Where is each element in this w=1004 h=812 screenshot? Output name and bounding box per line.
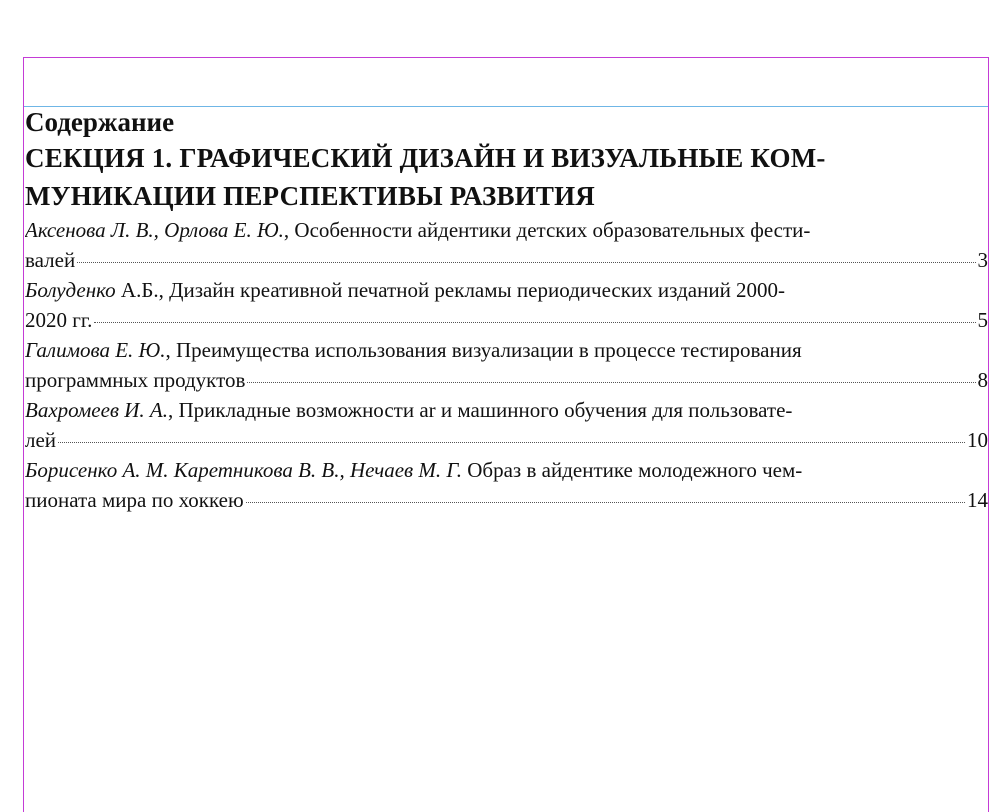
toc-entry-line1 <box>25 455 988 485</box>
dot-leader <box>94 322 975 323</box>
toc-entry-title-cont: программных продуктов <box>25 368 246 392</box>
toc-entry-line2 <box>25 245 988 275</box>
toc-entry-line2 <box>25 425 988 455</box>
toc-entry-title-cont: пионата мира по хоккею <box>25 488 244 512</box>
toc-entry-authors: Болуденко <box>25 278 116 302</box>
dot-leader <box>77 262 975 263</box>
toc-entry-4 <box>25 395 988 455</box>
toc-entry-title: , Прикладные возможности ar и машинного обучения для пользовате- <box>168 398 793 422</box>
toc-entry-title: Образ в айдентике молодежного чем- <box>462 458 803 482</box>
toc-entry-title-cont: лей <box>25 428 57 452</box>
toc-entry-line1 <box>25 275 988 305</box>
toc-entry-line2 <box>25 365 988 395</box>
toc-entry-title: , Особенности айдентики детских образовательных фести- <box>283 218 811 242</box>
section-title-line1: СЕКЦИЯ 1. ГРАФИЧЕСКИЙ ДИЗАЙН И ВИЗУАЛЬНЫЕ КОМ- <box>25 143 826 173</box>
toc-entry-title: , Преимущества использования визуализации в процессе тестирования <box>165 338 802 362</box>
toc-entry-line2 <box>25 305 988 335</box>
toc-entry-page: 10 <box>967 428 988 452</box>
toc-entry-line2 <box>25 485 988 515</box>
toc-content <box>25 106 988 515</box>
toc-entry-line1 <box>25 215 988 245</box>
toc-entry-page: 5 <box>977 308 988 332</box>
section-title <box>25 139 988 215</box>
toc-entry-page: 3 <box>977 248 988 272</box>
dot-leader <box>58 442 965 443</box>
toc-entry-page: 14 <box>967 488 988 512</box>
toc-entry-title-cont: валей <box>25 248 76 272</box>
section-title-line2: МУНИКАЦИИ ПЕРСПЕКТИВЫ РАЗВИТИЯ <box>25 181 595 211</box>
toc-entry-authors: Аксенова Л. В., Орлова Е. Ю. <box>25 218 284 242</box>
toc-entry-line1 <box>25 335 988 365</box>
toc-title: Содержание <box>25 107 175 137</box>
toc-entry-1 <box>25 215 988 275</box>
toc-entry-title: А.Б., Дизайн креативной печатной рекламы периодических изданий 2000- <box>115 278 786 302</box>
toc-entry-2 <box>25 275 988 335</box>
toc-entry-line1 <box>25 395 988 425</box>
toc-entry-title-cont: 2020 гг. <box>25 308 93 332</box>
toc-entry-page: 8 <box>977 368 988 392</box>
toc-entry-authors: Вахромеев И. А. <box>25 398 169 422</box>
dot-leader <box>246 502 965 503</box>
toc-entry-5 <box>25 455 988 515</box>
toc-entry-authors: Борисенко А. М. Каретникова В. В., Нечаев М. Г. <box>25 458 463 482</box>
toc-entry-3 <box>25 335 988 395</box>
dot-leader <box>247 382 975 383</box>
toc-entry-authors: Галимова Е. Ю. <box>25 338 166 362</box>
